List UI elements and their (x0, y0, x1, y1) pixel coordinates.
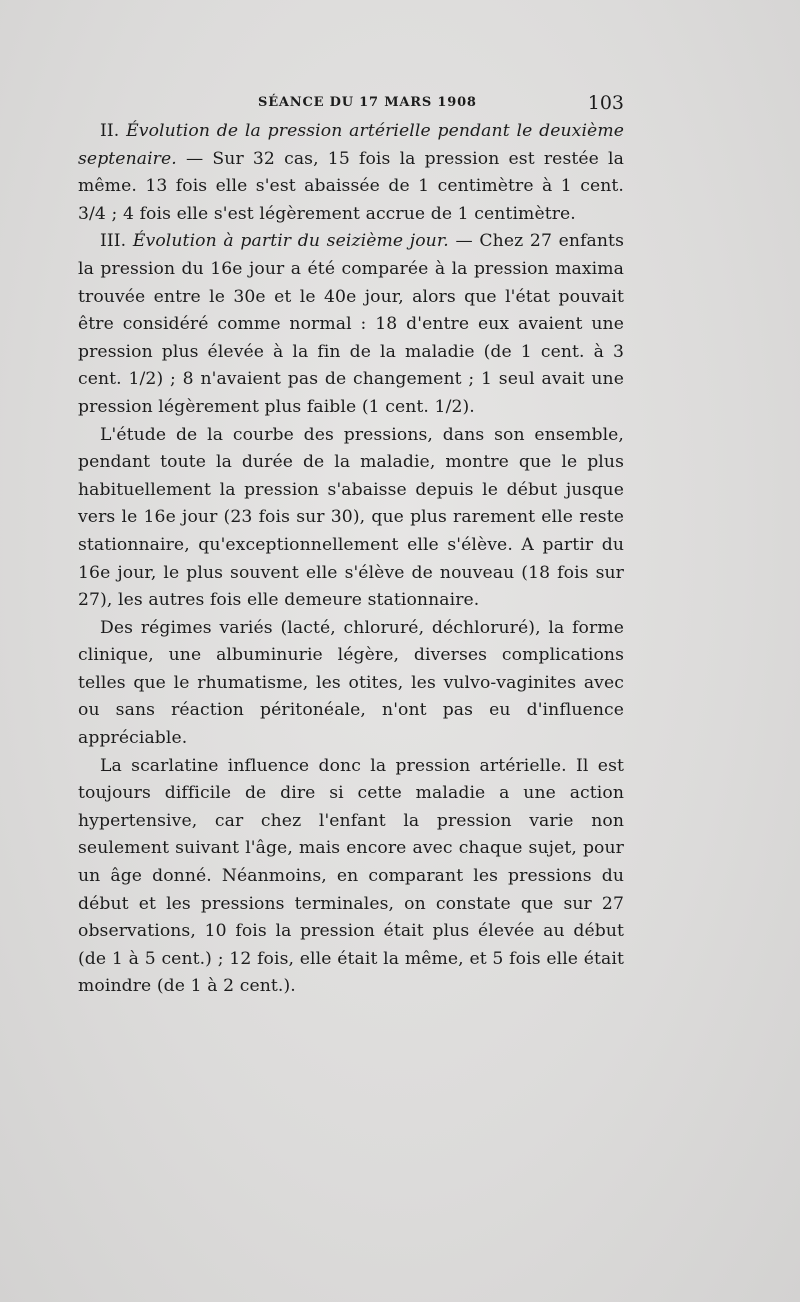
section-label-ii: II. (100, 121, 120, 141)
paragraph-text: — Sur 32 cas, 15 fois la pression est restée la même. 13 fois elle s'est abaissée de 1 centimètre à 1 cent. 3/4 ; 4 fois elle s'est légèrement accrue de 1 centimètre. (78, 148, 624, 224)
running-head (78, 92, 624, 116)
running-title: SÉANCE DU 17 MARS 1908 (258, 95, 477, 110)
page-number: 103 (587, 92, 624, 114)
body-text (78, 118, 624, 1001)
paragraph-text: — Chez 27 enfants la pression du 16e jour a été comparée à la pression maxima trouvée entre le 30e et le 40e jour, alors que l'état pouvait être considéré comme normal : 18 d'entre eux avaient une pression plus élevée à la fin de la maladie (de 1 cent. à 3 cent. 1/2) ; 8 n'avaient pas de changement ; 1 seul avait une pression légèrement plus faible (1 cent. 1/2). (78, 231, 624, 417)
paragraph-regimes: Des régimes variés (lacté, chloruré, déchloruré), la forme clinique, une albuminurie légère, diverses complications telles que le rhumatisme, les otites, les vulvo-vaginites avec ou sans réaction péritonéale, n'ont pas eu d'influence appréciable. (78, 617, 624, 749)
section-heading-iii: Évolution à partir du seizième jour. (132, 231, 449, 252)
section-heading-ii: Évolution de la pression artérielle pendant le deuxième septenaire. (78, 121, 624, 169)
paragraph-pressure-curve: L'étude de la courbe des pressions, dans son ensemble, pendant toute la durée de la maladie, montre que le plus habituellement la pression s'abaisse depuis le début jusque vers le 16e jour (23 fois sur 30), que plus rarement elle reste stationnaire, qu'exceptionnellement elle s'élève. A partir du 16e jour, le plus souvent elle s'élève de nouveau (18 fois sur 27), les autres fois elle demeure stationnaire. (78, 424, 624, 611)
section-label-iii: III. (100, 231, 127, 252)
paragraph-sixteenth-day (78, 228, 624, 421)
paragraph-conclusion: La scarlatine influence donc la pression artérielle. Il est toujours difficile de dire si cette maladie a une action hypertensive, car chez l'enfant la pression varie non seulement suivant l'âge, mais encore avec chaque sujet, pour un âge donné. Néanmoins, en comparant les pressions du début et les pressions terminales, on constate que sur 27 observations, 10 fois la pression était plus élevée au début (de 1 à 5 cent.) ; 12 fois, elle était la même, et 5 fois elle était moindre (de 1 à 2 cent.). (78, 755, 624, 997)
paragraph-second-septenary (78, 118, 624, 228)
